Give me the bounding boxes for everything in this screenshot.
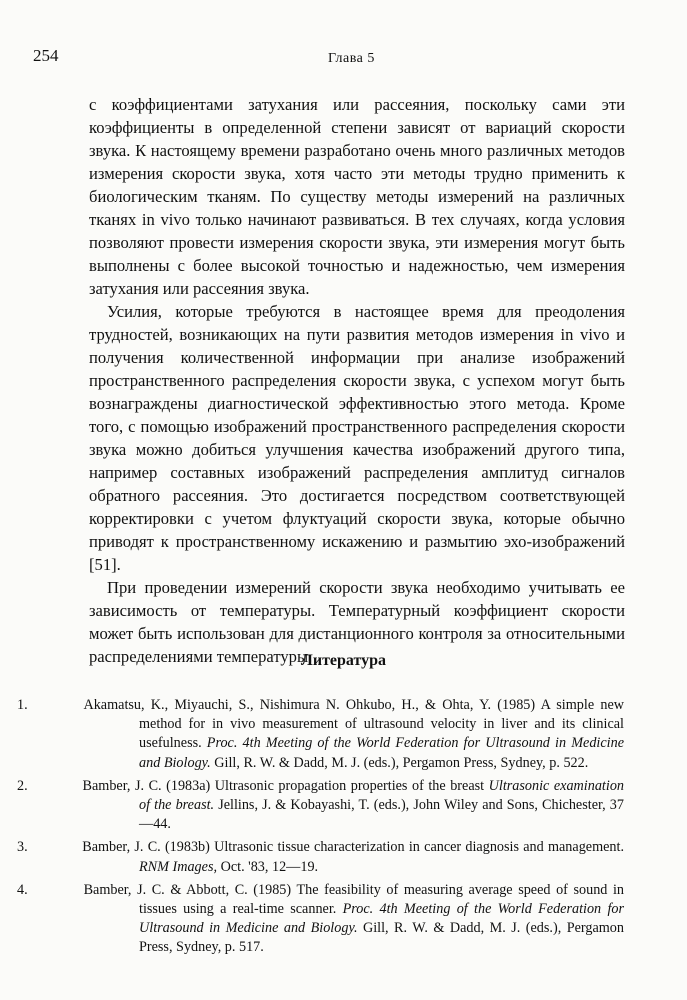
reference-source: Proc. 4th Meeting of the World Federation for Ultrasound in Medicine and Biology. [139,901,624,937]
running-head: Глава 5 [328,51,375,66]
reference-text: Bamber, J. C. (1983b) Ultrasonic tissue characterization in cancer diagnosis and management. [82,839,625,856]
reference-text: Akamatsu, K., Miyauchi, S., Nishimura N. Ohkubo, H., & Ohta, Y. (1985) A simple new method for in vivo measurement of ultrasound velocity in liver and its clinical usefulness. [83,697,624,752]
reference-text: Bamber, J. C. (1983a) Ultrasonic propagation properties of the breast [82,777,489,794]
reference-source: Proc. 4th Meeting of the World Federation for Ultrasound in Medicine and Biology. [139,735,624,771]
paragraph-2: Усилия, которые требуются в настоящее время для преодоления трудностей, возникающих на пути развития методов измерения in vivo и получения количественной информации при анализе изображений пространственного распределения скорости звука, с успехом могут быть вознаграждены диагностической эффективностью этого метода. Кроме того, с помощью изображений пространственного распределения скорости звука можно добиться улучшения качества изображений другого типа, например составных изображений распределения амплитуд сигналов обратного рассеяния. Это достигается посредством соответствующей корректировки с учетом флуктуаций скорости звука, которые обычно приводят к пространственному искажению и размытию эхо-изображений [51]. [89,302,625,574]
reference-item: 4. Bamber, J. C. & Abbott, C. (1985) The feasibility of measuring average speed of sound in tissues using a real-time scanner. Proc. 4th Meeting of the World Federation for Ultrasound in Medicine and Biology. Gill, R. W. & Dadd, M. J. (eds.), Pergamon Press, Sydney, p. 517. [17,881,624,956]
reference-text: Jellins, J. & Kobayashi, T. (eds.), John Wiley and Sons, Chichester, 37—44. [139,797,624,833]
reference-text: Gill, R. W. & Dadd, M. J. (eds.), Pergamon Press, Sydney, p. 522. [210,754,589,771]
paragraph-3: При проведении измерений скорости звука необходимо учитывать ее зависимость от температуры. Температурный коэффициент скорости может быть использован для дистанционного контроля за относительными распределениями температуры. [89,578,625,666]
reference-source: Ultrasonic examination of the breast. [139,777,625,814]
reference-text: Bamber, J. C. & Abbott, C. (1985) The feasibility of measuring average speed of sound in tissues using a real-time scanner. [83,881,624,918]
page-number: 254 [33,46,59,65]
reference-text: Oct. '83, 12—19. [217,858,319,875]
reference-list [17,696,625,962]
body-text [89,93,625,668]
references-heading: Литература [300,652,387,669]
reference-item: 3. Bamber, J. C. (1983b) Ultrasonic tissue characterization in cancer diagnosis and management. RNM Images, Oct. '83, 12—19. [17,839,625,875]
reference-source: RNM Images, [139,858,218,875]
paragraph-1: с коэффициентами затухания или рассеяния, поскольку сами эти коэффициенты в определенной степени зависят от вариаций скорости звука. К настоящему времени разработано очень много различных методов измерения скорости звука, хотя часто эти методы трудно применить к биологическим тканям. По существу методы измерений на различных тканях in vivo только начинают развиваться. В тех случаях, когда условия позволяют провести измерения скорости звука, эти измерения могут быть выполнены с более высокой точностью и надежностью, чем измерения затухания или рассеяния звука. [89,95,625,298]
reference-item: 1. Akamatsu, K., Miyauchi, S., Nishimura N. Ohkubo, H., & Ohta, Y. (1985) A simple new method for in vivo measurement of ultrasound velocity in liver and its clinical usefulness. Proc. 4th Meeting of the World Federation for Ultrasound in Medicine and Biology. Gill, R. W. & Dadd, M. J. (eds.), Pergamon Press, Sydney, p. 522. [17,697,624,771]
reference-item: 2. Bamber, J. C. (1983a) Ultrasonic propagation properties of the breast Ultrasonic examination of the breast. Jellins, J. & Kobayashi, T. (eds.), John Wiley and Sons, Chichester, 37—44. [17,777,625,833]
reference-text: Gill, R. W. & Dadd, M. J. (eds.), Pergamon Press, Sydney, p. 517. [139,920,624,956]
